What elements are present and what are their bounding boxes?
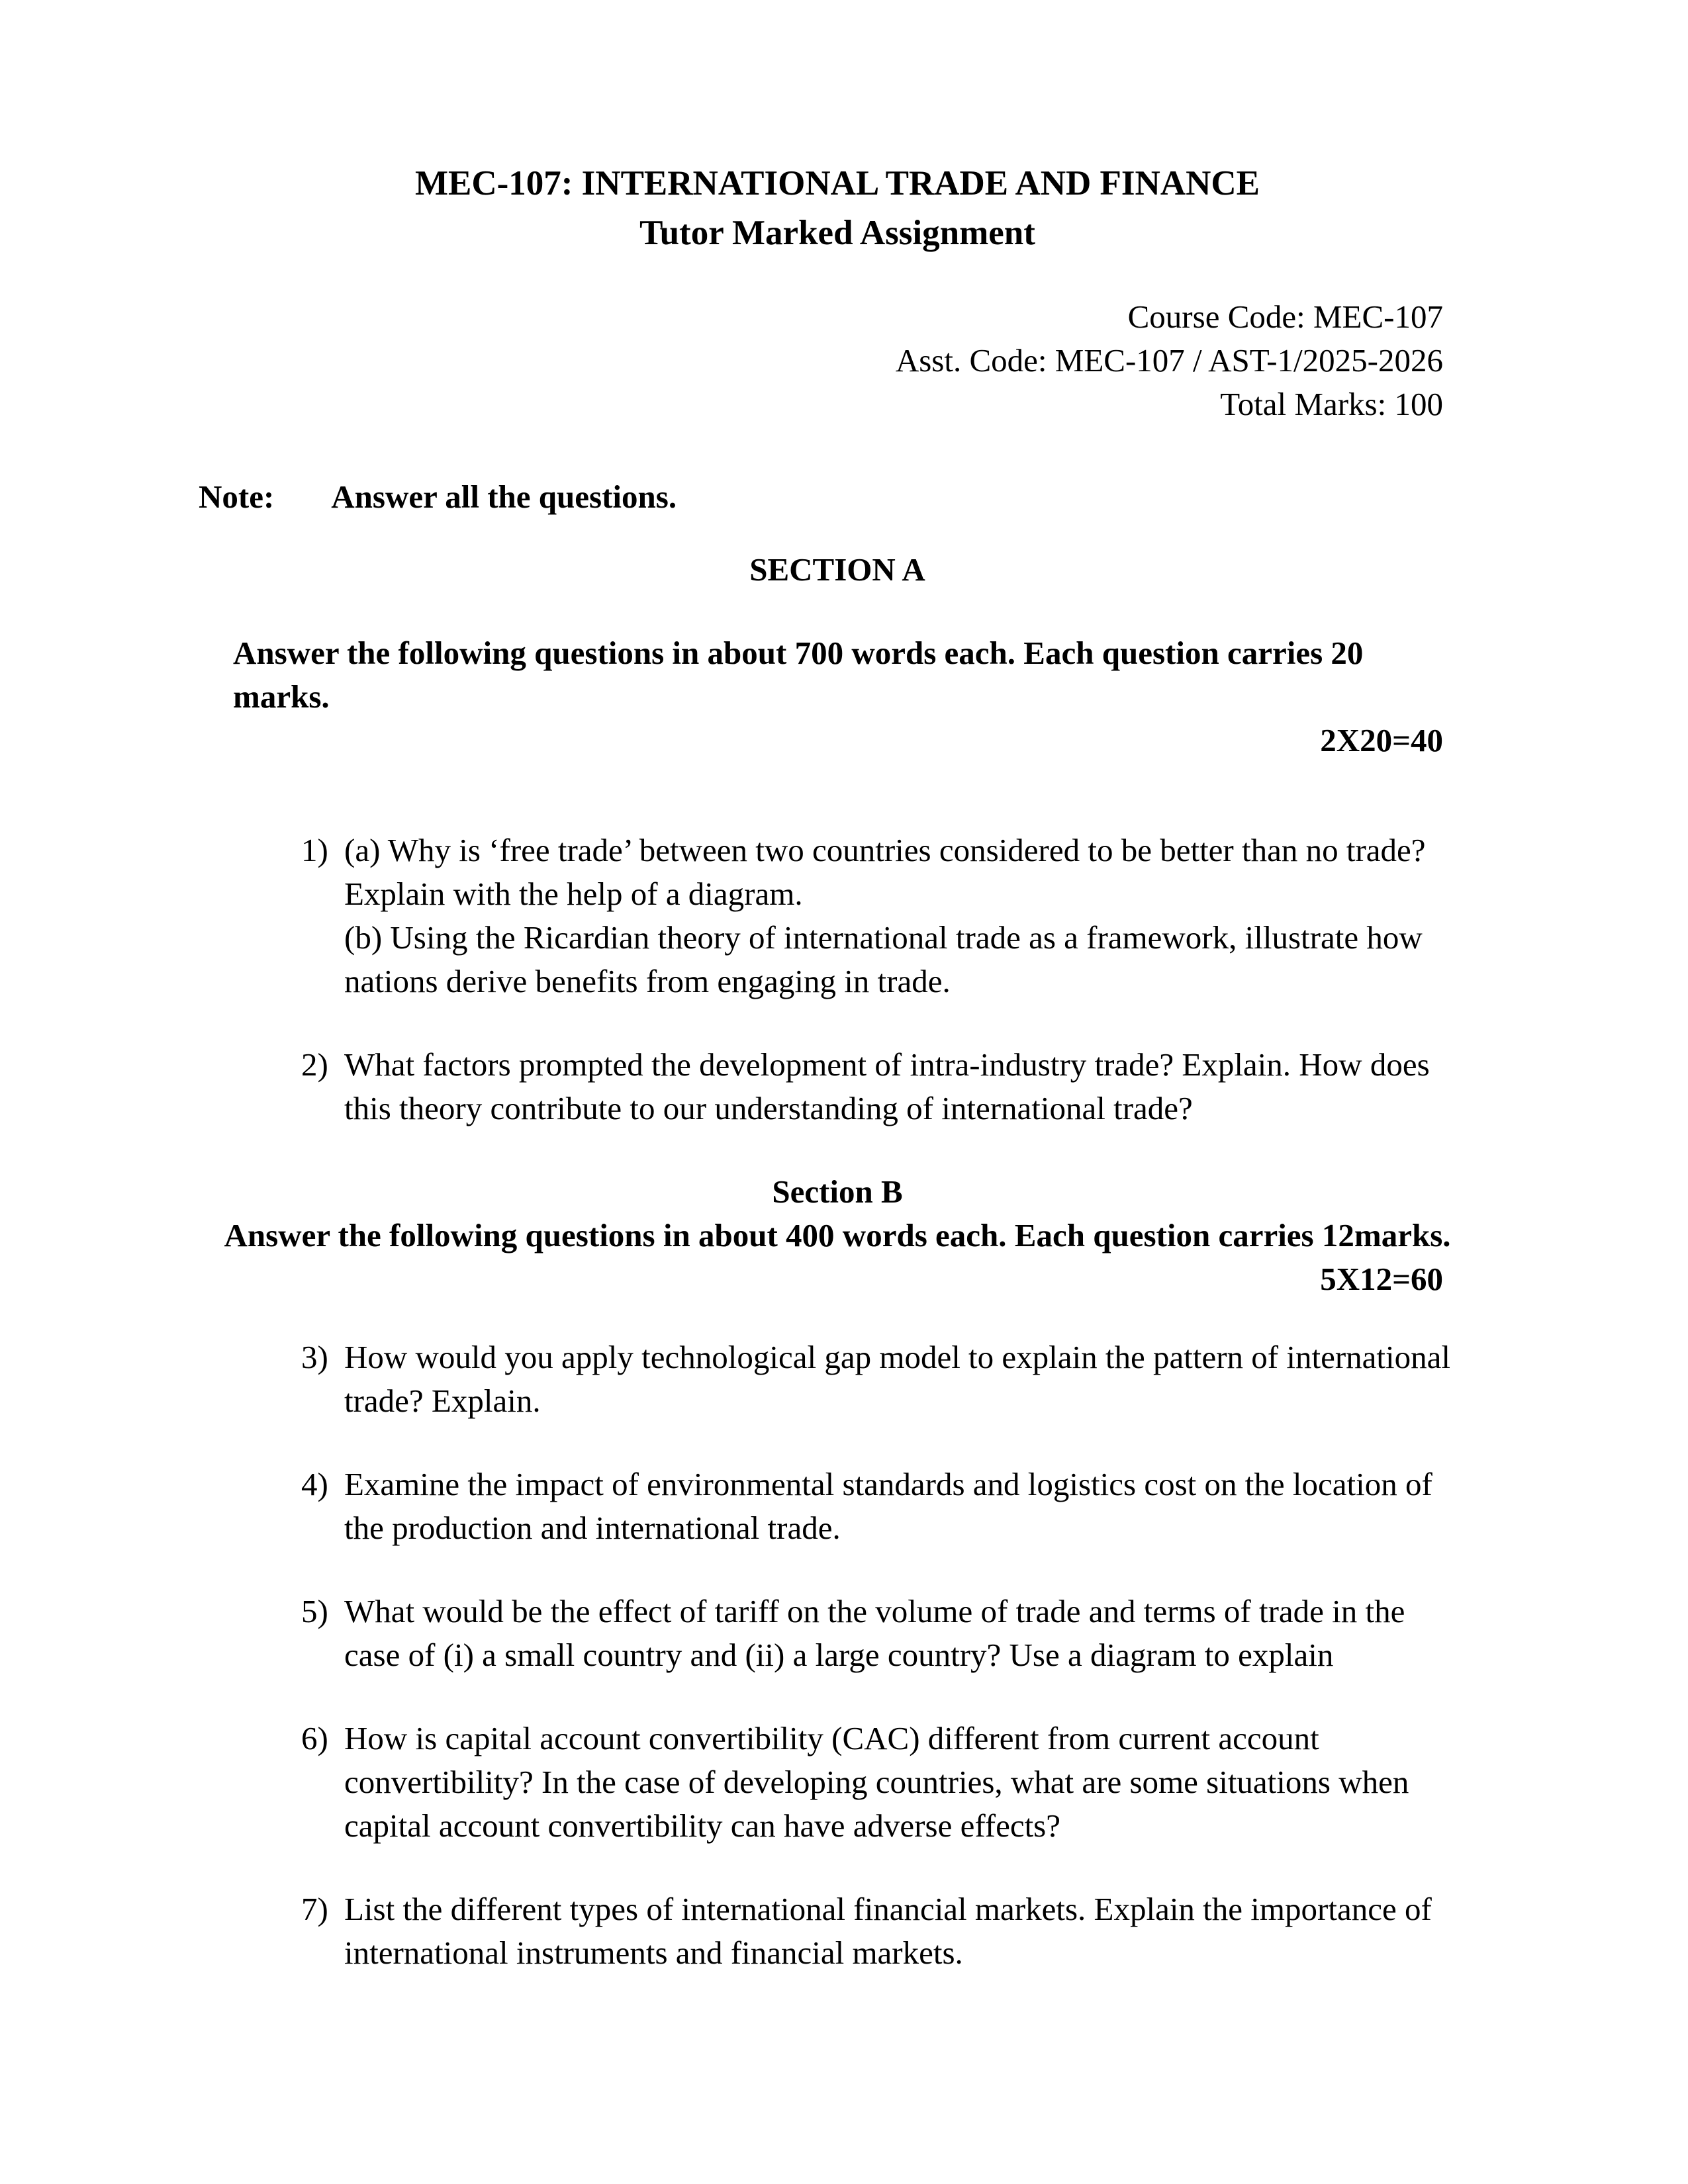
section-a-instruction: Answer the following questions in about 700 words each. Each question carries 20 marks. bbox=[233, 635, 1364, 715]
note-row bbox=[199, 475, 1476, 519]
question-text bbox=[344, 829, 1456, 1003]
page-subtitle: Tutor Marked Assignment bbox=[639, 214, 1035, 252]
question-part: (a) Why is ‘free trade’ between two countries considered to be better than no trade? Explain with the help of a diagram. bbox=[344, 832, 1426, 912]
total-marks: Total Marks: 100 bbox=[1220, 386, 1443, 422]
meta-block bbox=[199, 295, 1476, 426]
question-text bbox=[344, 1888, 1456, 1975]
section-a-marks: 2X20=40 bbox=[1320, 722, 1443, 758]
question-item bbox=[199, 1336, 1476, 1423]
question-item bbox=[199, 829, 1476, 1003]
section-a-heading: SECTION A bbox=[749, 551, 925, 588]
question-item bbox=[199, 1590, 1476, 1677]
question-number: 2) bbox=[301, 1046, 328, 1083]
question-part: (b) Using the Ricardian theory of international trade as a framework, illustrate how nations derive benefits from engaging in trade. bbox=[344, 919, 1423, 999]
question-number: 1) bbox=[301, 832, 328, 868]
question-item bbox=[199, 1043, 1476, 1130]
question-number: 4) bbox=[301, 1466, 328, 1502]
section-b-instruction: Answer the following questions in about 400 words each. Each question carries 12marks. bbox=[224, 1217, 1451, 1253]
section-b-heading: Section B bbox=[772, 1173, 903, 1210]
question-text bbox=[344, 1463, 1456, 1550]
question-number: 5) bbox=[301, 1593, 328, 1629]
question-item bbox=[199, 1463, 1476, 1550]
question-part: How would you apply technological gap model to explain the pattern of international trade? Explain. bbox=[344, 1339, 1451, 1419]
question-part: How is capital account convertibility (CAC) different from current account convertibility? In the case of developing countries, what are some situations when capital account convertibility can have adverse effects? bbox=[344, 1720, 1409, 1844]
section-b-question-list bbox=[199, 1336, 1476, 1975]
note-text: Answer all the questions. bbox=[331, 478, 677, 515]
assignment-code: Asst. Code: MEC-107 / AST-1/2025-2026 bbox=[895, 342, 1443, 379]
question-number: 7) bbox=[301, 1891, 328, 1927]
question-part: What would be the effect of tariff on the volume of trade and terms of trade in the case of (i) a small country and (ii) a large country? Use a diagram to explain bbox=[344, 1593, 1405, 1673]
question-text bbox=[344, 1043, 1456, 1130]
question-part: List the different types of international financial markets. Explain the importance of international instruments and financial markets. bbox=[344, 1891, 1432, 1971]
question-text bbox=[344, 1590, 1456, 1677]
question-item bbox=[199, 1888, 1476, 1975]
question-number: 6) bbox=[301, 1720, 328, 1756]
question-item bbox=[199, 1717, 1476, 1848]
question-part: What factors prompted the development of intra-industry trade? Explain. How does this theory contribute to our understanding of international trade? bbox=[344, 1046, 1430, 1126]
section-a-question-list bbox=[199, 829, 1476, 1130]
question-text bbox=[344, 1717, 1456, 1848]
course-code: Course Code: MEC-107 bbox=[1127, 298, 1443, 335]
section-b-marks: 5X12=60 bbox=[1320, 1261, 1443, 1297]
question-part: Examine the impact of environmental standards and logistics cost on the location of the production and international trade. bbox=[344, 1466, 1432, 1546]
question-text bbox=[344, 1336, 1456, 1423]
note-label: Note: bbox=[199, 478, 275, 515]
question-number: 3) bbox=[301, 1339, 328, 1375]
page-title: MEC-107: INTERNATIONAL TRADE AND FINANCE bbox=[414, 164, 1260, 203]
